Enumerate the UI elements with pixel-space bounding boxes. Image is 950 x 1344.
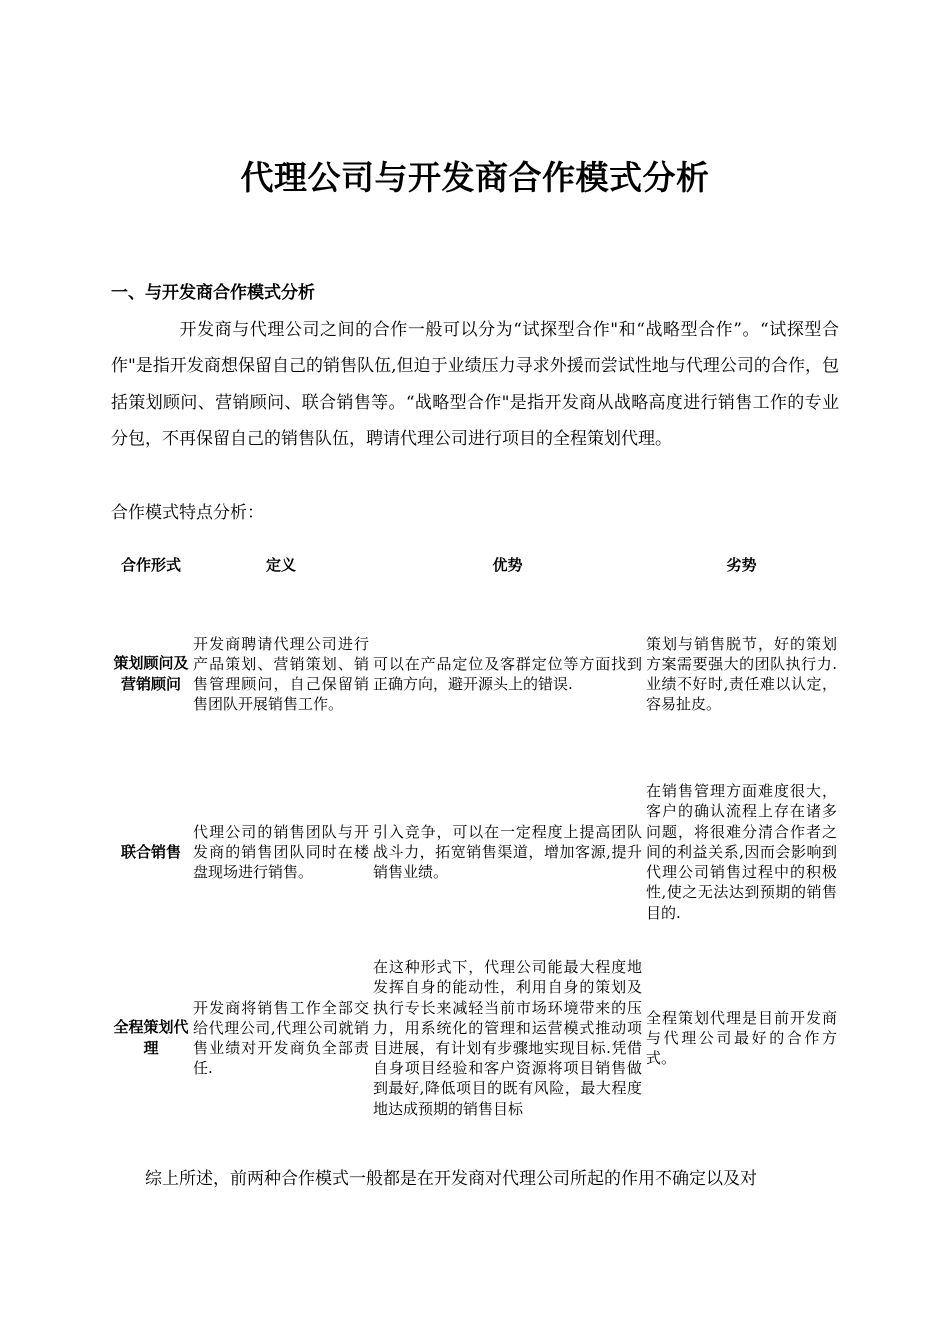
cell-advantage: 在这种形式下，代理公司能最大程度地发挥自身的能动性，利用自身的策划及执行专长来减轻当前市场环境带来的压力，用系统化的管理和运营模式推动项目进展，有计划有步骤地实现目标.凭借自身项目经验和客户资源将项目销售做到最好,降低项目的既有风险，最大程度地达成预期的销售目标 — [373, 958, 642, 1118]
header-form: 合作形式 — [120, 555, 181, 574]
cell-form: 策划顾问及营销顾问 — [113, 654, 189, 693]
section-heading: 一、与开发商合作模式分析 — [111, 283, 315, 303]
cell-definition: 开发商聘请代理公司进行产品策划、营销策划、销售管理顾问，自己保留销售团队开展销售工作。 — [193, 634, 369, 714]
cell-definition: 代理公司的销售团队与开发商的销售团队同时在楼盘现场进行销售。 — [193, 822, 369, 882]
table-intro: 合作模式特点分析： — [111, 503, 264, 523]
table-row — [111, 766, 839, 938]
cell-form: 全程策划代理 — [113, 1018, 189, 1057]
table-row — [111, 938, 839, 1138]
header-definition: 定义 — [265, 555, 296, 574]
header-advantage: 优势 — [492, 555, 523, 574]
closing-paragraph — [111, 1162, 839, 1196]
cell-form: 联合销售 — [120, 842, 181, 861]
table-row — [111, 582, 839, 766]
intro-paragraph-text: 开发商与代理公司之间的合作一般可以分为“试探型合作"和“战略型合作”。“试探型合作"是指开发商想保留自己的销售队伍,但迫于业绩压力寻求外援而尝试性地与代理公司的合作，包括策划顾问、营销顾问、联合销售等。“战略型合作"是指开发商从战略高度进行销售工作的专业分包，不再保留自己的销售队伍，聘请代理公司进行项目的全程策划代理。 — [111, 320, 839, 450]
cell-advantage: 可以在产品定位及客群定位等方面找到正确方向，避开源头上的错误. — [373, 654, 642, 693]
intro-paragraph — [111, 312, 839, 458]
closing-paragraph-text: 综上所述，前两种合作模式一般都是在开发商对代理公司所起的作用不确定以及对 — [145, 1169, 757, 1189]
cell-advantage: 引入竞争，可以在一定程度上提高团队战斗力，拓宽销售渠道，增加客源,提升销售业绩。 — [373, 822, 642, 882]
header-disadvantage: 劣势 — [726, 555, 757, 574]
cell-definition: 开发商将销售工作全部交给代理公司,代理公司就销售业绩对开发商负全部责任. — [193, 998, 369, 1078]
cell-disadvantage: 全程策划代理是目前开发商与代理公司最好的合作方式。 — [646, 1008, 837, 1068]
cooperation-mode-table — [111, 548, 839, 1138]
cell-disadvantage: 在销售管理方面难度很大，客户的确认流程上存在诸多问题，将很难分清合作者之间的利益关系,因而会影响到代理公司销售过程中的积极性,使之无法达到预期的销售目的. — [646, 782, 837, 922]
table-header-row — [111, 548, 839, 582]
document-title: 代理公司与开发商合作模式分析 — [240, 158, 710, 197]
cell-disadvantage: 策划与销售脱节，好的策划方案需要强大的团队执行力.业绩不好时,责任难以认定，容易扯皮。 — [646, 634, 837, 714]
